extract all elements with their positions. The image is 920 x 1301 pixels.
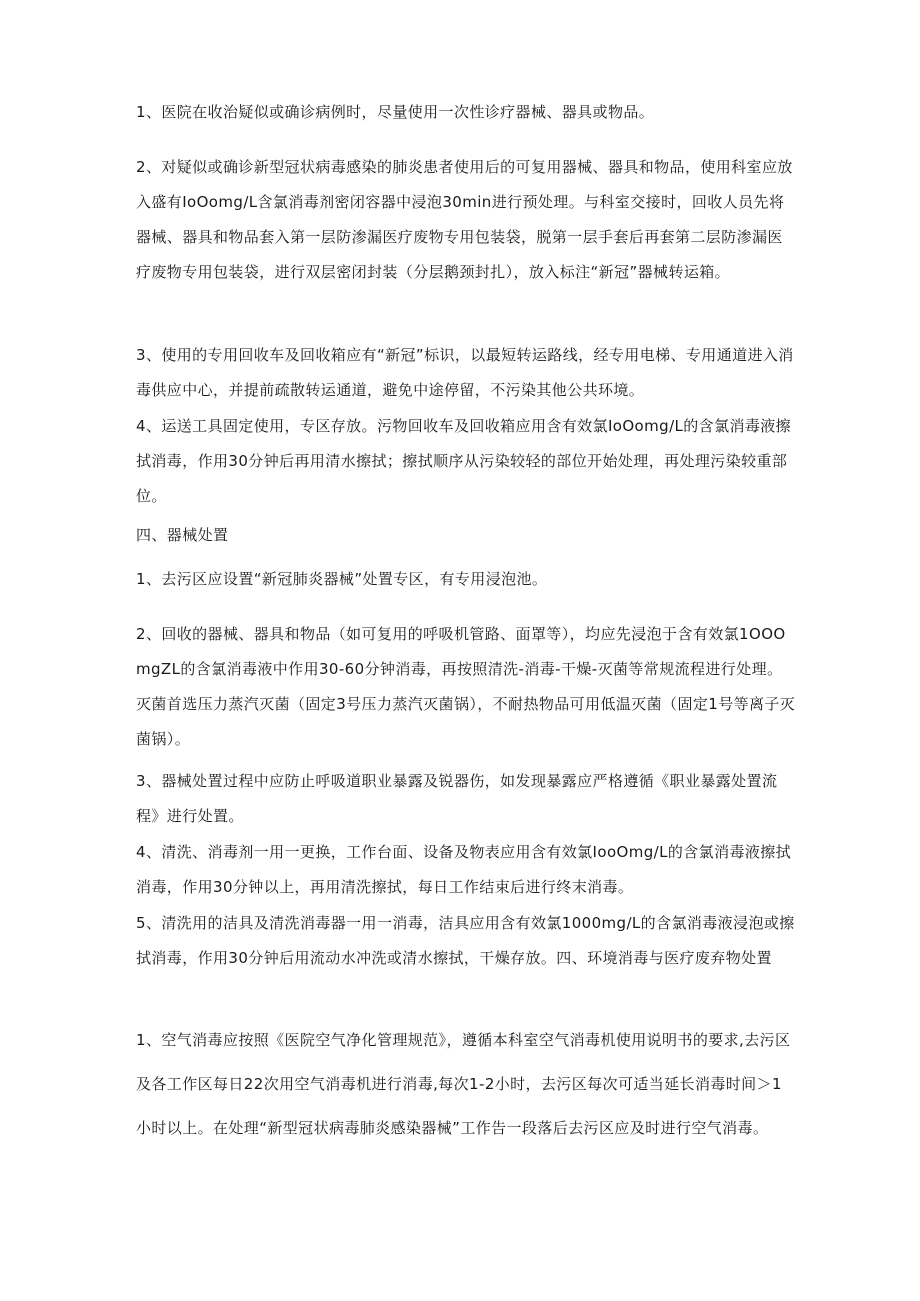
paragraph-transport-tools: 4、运送工具固定使用，专区存放。污物回收车及回收箱应用含有效氯IoOomg/L的含氯消毒液擦拭消毒，作用30分钟后再用清水擦拭；擦拭顺序从污染较轻的部位开始处理，再处理污染较重部位。	[136, 417, 792, 505]
paragraph-transport-route: 3、使用的专用回收车及回收箱应有“新冠”标识，以最短转运路线，经专用电梯、专用通道进入消毒供应中心，并提前疏散转运通道，避免中途停留，不污染其他公共环境。	[136, 346, 794, 399]
section-heading-instrument-handling: 四、器械处置	[136, 526, 229, 544]
paragraph-soaking-sterilization: 2、回收的器械、器具和物品（如可复用的呼吸机管路、面罩等），均应先浸泡于含有效氯1OOOmgZL的含氯消毒液中作用30-60分钟消毒，再按照清洗-消毒-干燥-灭菌等常规流程进行处理。灭菌首选压力蒸汽灭菌（固定3号压力蒸汽灭菌锅），不耐热物品可用低温灭菌（固定1号等离子灭菌锅）。	[136, 625, 796, 748]
paragraph-occupational-exposure: 3、器械处置过程中应防止呼吸道职业暴露及锐器伤，如发现暴露应严格遵循《职业暴露处置流程》进行处置。	[136, 772, 778, 825]
paragraph-air-disinfection: 1、空气消毒应按照《医院空气净化管理规范》，遵循本科室空气消毒机使用说明书的要求,去污区及各工作区每日22次用空气消毒机进行消毒,每次1-2小时，去污区每次可适当延长消毒时间＞1小时以上。在处理“新型冠状病毒肺炎感染器械”工作告一段落后去污区应及时进行空气消毒。	[136, 1031, 791, 1137]
paragraph-pretreatment-packing: 2、对疑似或确诊新型冠状病毒感染的肺炎患者使用后的可复用器械、器具和物品，使用科室应放入盛有IoOomg/L含氯消毒剂密闭容器中浸泡30min进行预处理。与科室交接时，回收人员先将器械、器具和物品套入第一层防渗漏医疗废物专用包装袋，脱第一层手套后再套第二层防渗漏医疗废物专用包装袋，进行双层密闭封装（分层鹅颈封扎），放入标注“新冠”器械转运箱。	[136, 158, 793, 281]
paragraph-disinfectant-replacement: 4、清洗、消毒剂一用一更换，工作台面、设备及物表应用含有效氯IooOmg/L的含氯消毒液擦拭消毒，作用30分钟以上，再用清洗擦拭，每日工作结束后进行终末消毒。	[136, 843, 792, 896]
paragraph-cleaning-tools: 5、清洗用的洁具及清洗消毒器一用一消毒，洁具应用含有效氯1000mg∕L的含氯消毒液浸泡或擦拭消毒，作用30分钟后用流动水冲洗或清水擦拭，干燥存放。四、环境消毒与医疗废弃物处置	[136, 914, 795, 967]
paragraph-dedicated-zone: 1、去污区应设置“新冠肺炎器械”处置专区，有专用浸泡池。	[136, 570, 548, 588]
paragraph-disposable-items: 1、医院在收治疑似或确诊病例时，尽量使用一次性诊疗器械、器具或物品。	[136, 103, 655, 121]
